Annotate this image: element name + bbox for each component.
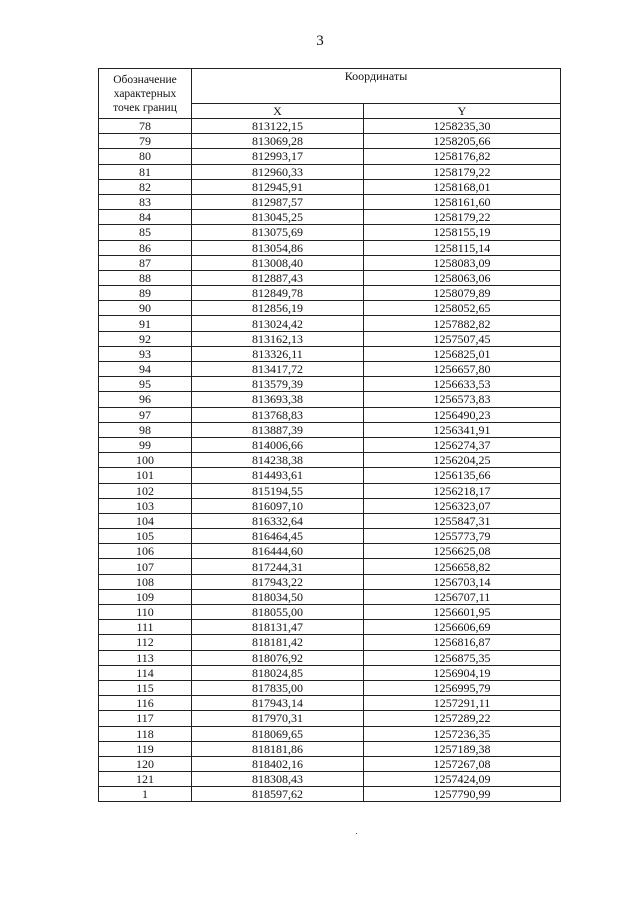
table-row xyxy=(99,346,561,361)
point-id-cell: 121 xyxy=(99,772,192,787)
y-coordinate-cell: 1258155,19 xyxy=(364,225,561,240)
table-row xyxy=(99,468,561,483)
table-row xyxy=(99,726,561,741)
x-coordinate-cell: 818034,50 xyxy=(192,589,364,604)
y-coordinate-cell: 1258083,09 xyxy=(364,255,561,270)
coordinates-table xyxy=(98,68,561,802)
x-coordinate-cell: 813579,39 xyxy=(192,377,364,392)
x-column-header: X xyxy=(192,104,364,119)
table-row xyxy=(99,164,561,179)
x-coordinate-cell: 813162,13 xyxy=(192,331,364,346)
y-coordinate-cell: 1255773,79 xyxy=(364,529,561,544)
point-id-cell: 86 xyxy=(99,240,192,255)
point-id-cell: 94 xyxy=(99,362,192,377)
y-column-header: Y xyxy=(364,104,561,119)
point-id-cell: 93 xyxy=(99,346,192,361)
y-coordinate-cell: 1256703,14 xyxy=(364,574,561,589)
x-coordinate-cell: 812856,19 xyxy=(192,301,364,316)
table-row xyxy=(99,544,561,559)
point-id-cell: 78 xyxy=(99,119,192,134)
table-row xyxy=(99,225,561,240)
table-row xyxy=(99,513,561,528)
point-id-cell: 82 xyxy=(99,179,192,194)
y-coordinate-cell: 1256341,91 xyxy=(364,422,561,437)
point-id-cell: 99 xyxy=(99,437,192,452)
point-id-cell: 116 xyxy=(99,696,192,711)
x-coordinate-cell: 816464,45 xyxy=(192,529,364,544)
x-coordinate-cell: 818076,92 xyxy=(192,650,364,665)
table-row xyxy=(99,787,561,802)
point-id-cell: 102 xyxy=(99,483,192,498)
table-row xyxy=(99,696,561,711)
point-id-cell: 1 xyxy=(99,787,192,802)
point-id-cell: 111 xyxy=(99,620,192,635)
table-row xyxy=(99,301,561,316)
point-id-cell: 108 xyxy=(99,574,192,589)
table-row xyxy=(99,194,561,209)
x-coordinate-cell: 817970,31 xyxy=(192,711,364,726)
table-row xyxy=(99,772,561,787)
point-id-cell: 112 xyxy=(99,635,192,650)
table-header xyxy=(99,69,561,119)
table-row xyxy=(99,119,561,134)
y-coordinate-cell: 1256601,95 xyxy=(364,605,561,620)
x-coordinate-cell: 814238,38 xyxy=(192,453,364,468)
table-row xyxy=(99,756,561,771)
point-id-cell: 105 xyxy=(99,529,192,544)
y-coordinate-cell: 1256323,07 xyxy=(364,498,561,513)
x-coordinate-cell: 818181,86 xyxy=(192,741,364,756)
point-id-cell: 98 xyxy=(99,422,192,437)
page-number: 3 xyxy=(316,33,324,49)
x-coordinate-cell: 818181,42 xyxy=(192,635,364,650)
x-coordinate-cell: 812960,33 xyxy=(192,164,364,179)
point-id-cell: 118 xyxy=(99,726,192,741)
y-coordinate-cell: 1257882,82 xyxy=(364,316,561,331)
point-id-cell: 80 xyxy=(99,149,192,164)
y-coordinate-cell: 1258176,82 xyxy=(364,149,561,164)
table-row xyxy=(99,635,561,650)
y-coordinate-cell: 1257291,11 xyxy=(364,696,561,711)
point-id-cell: 110 xyxy=(99,605,192,620)
table-row xyxy=(99,210,561,225)
y-coordinate-cell: 1256625,08 xyxy=(364,544,561,559)
table-row xyxy=(99,240,561,255)
point-id-cell: 90 xyxy=(99,301,192,316)
x-coordinate-cell: 816444,60 xyxy=(192,544,364,559)
y-coordinate-cell: 1256657,80 xyxy=(364,362,561,377)
y-coordinate-cell: 1258179,22 xyxy=(364,210,561,225)
table-row xyxy=(99,589,561,604)
scan-speck xyxy=(356,833,357,834)
point-id-cell: 95 xyxy=(99,377,192,392)
x-coordinate-cell: 812887,43 xyxy=(192,270,364,285)
table-row xyxy=(99,270,561,285)
x-coordinate-cell: 813417,72 xyxy=(192,362,364,377)
y-coordinate-cell: 1255847,31 xyxy=(364,513,561,528)
y-coordinate-cell: 1257189,38 xyxy=(364,741,561,756)
table-row xyxy=(99,149,561,164)
point-id-cell: 113 xyxy=(99,650,192,665)
x-coordinate-cell: 813054,86 xyxy=(192,240,364,255)
point-id-cell: 92 xyxy=(99,331,192,346)
table-row xyxy=(99,650,561,665)
x-coordinate-cell: 813887,39 xyxy=(192,422,364,437)
table-row xyxy=(99,422,561,437)
x-coordinate-cell: 818069,65 xyxy=(192,726,364,741)
point-id-cell: 106 xyxy=(99,544,192,559)
x-coordinate-cell: 812945,91 xyxy=(192,179,364,194)
y-coordinate-cell: 1256816,87 xyxy=(364,635,561,650)
point-id-cell: 120 xyxy=(99,756,192,771)
table-row xyxy=(99,620,561,635)
point-id-cell: 97 xyxy=(99,407,192,422)
x-coordinate-cell: 818131,47 xyxy=(192,620,364,635)
y-coordinate-cell: 1257507,45 xyxy=(364,331,561,346)
x-coordinate-cell: 812987,57 xyxy=(192,194,364,209)
y-coordinate-cell: 1258168,01 xyxy=(364,179,561,194)
y-coordinate-cell: 1256904,19 xyxy=(364,665,561,680)
table-row xyxy=(99,255,561,270)
x-coordinate-cell: 816097,10 xyxy=(192,498,364,513)
table-row xyxy=(99,483,561,498)
x-coordinate-cell: 813075,69 xyxy=(192,225,364,240)
point-id-cell: 114 xyxy=(99,665,192,680)
x-coordinate-cell: 814006,66 xyxy=(192,437,364,452)
table-row xyxy=(99,665,561,680)
point-id-cell: 81 xyxy=(99,164,192,179)
point-id-cell: 91 xyxy=(99,316,192,331)
y-coordinate-cell: 1258052,65 xyxy=(364,301,561,316)
x-coordinate-cell: 818024,85 xyxy=(192,665,364,680)
table-row xyxy=(99,453,561,468)
x-coordinate-cell: 818055,00 xyxy=(192,605,364,620)
table-row xyxy=(99,529,561,544)
point-id-cell: 88 xyxy=(99,270,192,285)
x-coordinate-cell: 816332,64 xyxy=(192,513,364,528)
x-coordinate-cell: 813008,40 xyxy=(192,255,364,270)
y-coordinate-cell: 1258179,22 xyxy=(364,164,561,179)
x-coordinate-cell: 817835,00 xyxy=(192,680,364,695)
y-coordinate-cell: 1257236,35 xyxy=(364,726,561,741)
y-coordinate-cell: 1258115,14 xyxy=(364,240,561,255)
x-coordinate-cell: 813768,83 xyxy=(192,407,364,422)
y-coordinate-cell: 1257424,09 xyxy=(364,772,561,787)
x-coordinate-cell: 813045,25 xyxy=(192,210,364,225)
y-coordinate-cell: 1258205,66 xyxy=(364,134,561,149)
y-coordinate-cell: 1256573,83 xyxy=(364,392,561,407)
y-coordinate-cell: 1257267,08 xyxy=(364,756,561,771)
y-coordinate-cell: 1257289,22 xyxy=(364,711,561,726)
x-coordinate-cell: 817943,14 xyxy=(192,696,364,711)
point-label-header: Обозначение характерных точек границ xyxy=(99,69,192,119)
point-id-cell: 107 xyxy=(99,559,192,574)
coordinates-header: Координаты xyxy=(192,69,561,104)
point-id-cell: 85 xyxy=(99,225,192,240)
table-row xyxy=(99,179,561,194)
y-coordinate-cell: 1257790,99 xyxy=(364,787,561,802)
x-coordinate-cell: 813122,15 xyxy=(192,119,364,134)
point-id-cell: 104 xyxy=(99,513,192,528)
y-coordinate-cell: 1256606,69 xyxy=(364,620,561,635)
point-id-cell: 115 xyxy=(99,680,192,695)
table-row xyxy=(99,605,561,620)
point-id-cell: 117 xyxy=(99,711,192,726)
point-id-cell: 100 xyxy=(99,453,192,468)
table-body xyxy=(99,119,561,802)
point-id-cell: 84 xyxy=(99,210,192,225)
x-coordinate-cell: 812849,78 xyxy=(192,286,364,301)
table-row xyxy=(99,362,561,377)
x-coordinate-cell: 818308,43 xyxy=(192,772,364,787)
table-row xyxy=(99,741,561,756)
table-row xyxy=(99,316,561,331)
y-coordinate-cell: 1258161,60 xyxy=(364,194,561,209)
table-row xyxy=(99,377,561,392)
table-row xyxy=(99,711,561,726)
y-coordinate-cell: 1256204,25 xyxy=(364,453,561,468)
y-coordinate-cell: 1256274,37 xyxy=(364,437,561,452)
y-coordinate-cell: 1256658,82 xyxy=(364,559,561,574)
x-coordinate-cell: 817244,31 xyxy=(192,559,364,574)
point-id-cell: 83 xyxy=(99,194,192,209)
y-coordinate-cell: 1256218,17 xyxy=(364,483,561,498)
y-coordinate-cell: 1256633,53 xyxy=(364,377,561,392)
y-coordinate-cell: 1258079,89 xyxy=(364,286,561,301)
x-coordinate-cell: 813069,28 xyxy=(192,134,364,149)
point-id-cell: 79 xyxy=(99,134,192,149)
table-row xyxy=(99,574,561,589)
x-coordinate-cell: 812993,17 xyxy=(192,149,364,164)
table-row xyxy=(99,407,561,422)
y-coordinate-cell: 1258063,06 xyxy=(364,270,561,285)
table-row xyxy=(99,437,561,452)
point-id-cell: 101 xyxy=(99,468,192,483)
x-coordinate-cell: 815194,55 xyxy=(192,483,364,498)
y-coordinate-cell: 1258235,30 xyxy=(364,119,561,134)
point-id-cell: 96 xyxy=(99,392,192,407)
table-row xyxy=(99,498,561,513)
point-id-cell: 89 xyxy=(99,286,192,301)
table-row xyxy=(99,286,561,301)
y-coordinate-cell: 1256875,35 xyxy=(364,650,561,665)
x-coordinate-cell: 813693,38 xyxy=(192,392,364,407)
table-row xyxy=(99,134,561,149)
point-id-cell: 119 xyxy=(99,741,192,756)
y-coordinate-cell: 1256995,79 xyxy=(364,680,561,695)
point-id-cell: 103 xyxy=(99,498,192,513)
point-id-cell: 109 xyxy=(99,589,192,604)
table-row xyxy=(99,559,561,574)
x-coordinate-cell: 818402,16 xyxy=(192,756,364,771)
point-id-cell: 87 xyxy=(99,255,192,270)
y-coordinate-cell: 1256825,01 xyxy=(364,346,561,361)
table-row xyxy=(99,331,561,346)
x-coordinate-cell: 813326,11 xyxy=(192,346,364,361)
x-coordinate-cell: 813024,42 xyxy=(192,316,364,331)
x-coordinate-cell: 818597,62 xyxy=(192,787,364,802)
y-coordinate-cell: 1256707,11 xyxy=(364,589,561,604)
y-coordinate-cell: 1256135,66 xyxy=(364,468,561,483)
x-coordinate-cell: 817943,22 xyxy=(192,574,364,589)
y-coordinate-cell: 1256490,23 xyxy=(364,407,561,422)
table-row xyxy=(99,680,561,695)
table-row xyxy=(99,392,561,407)
x-coordinate-cell: 814493,61 xyxy=(192,468,364,483)
